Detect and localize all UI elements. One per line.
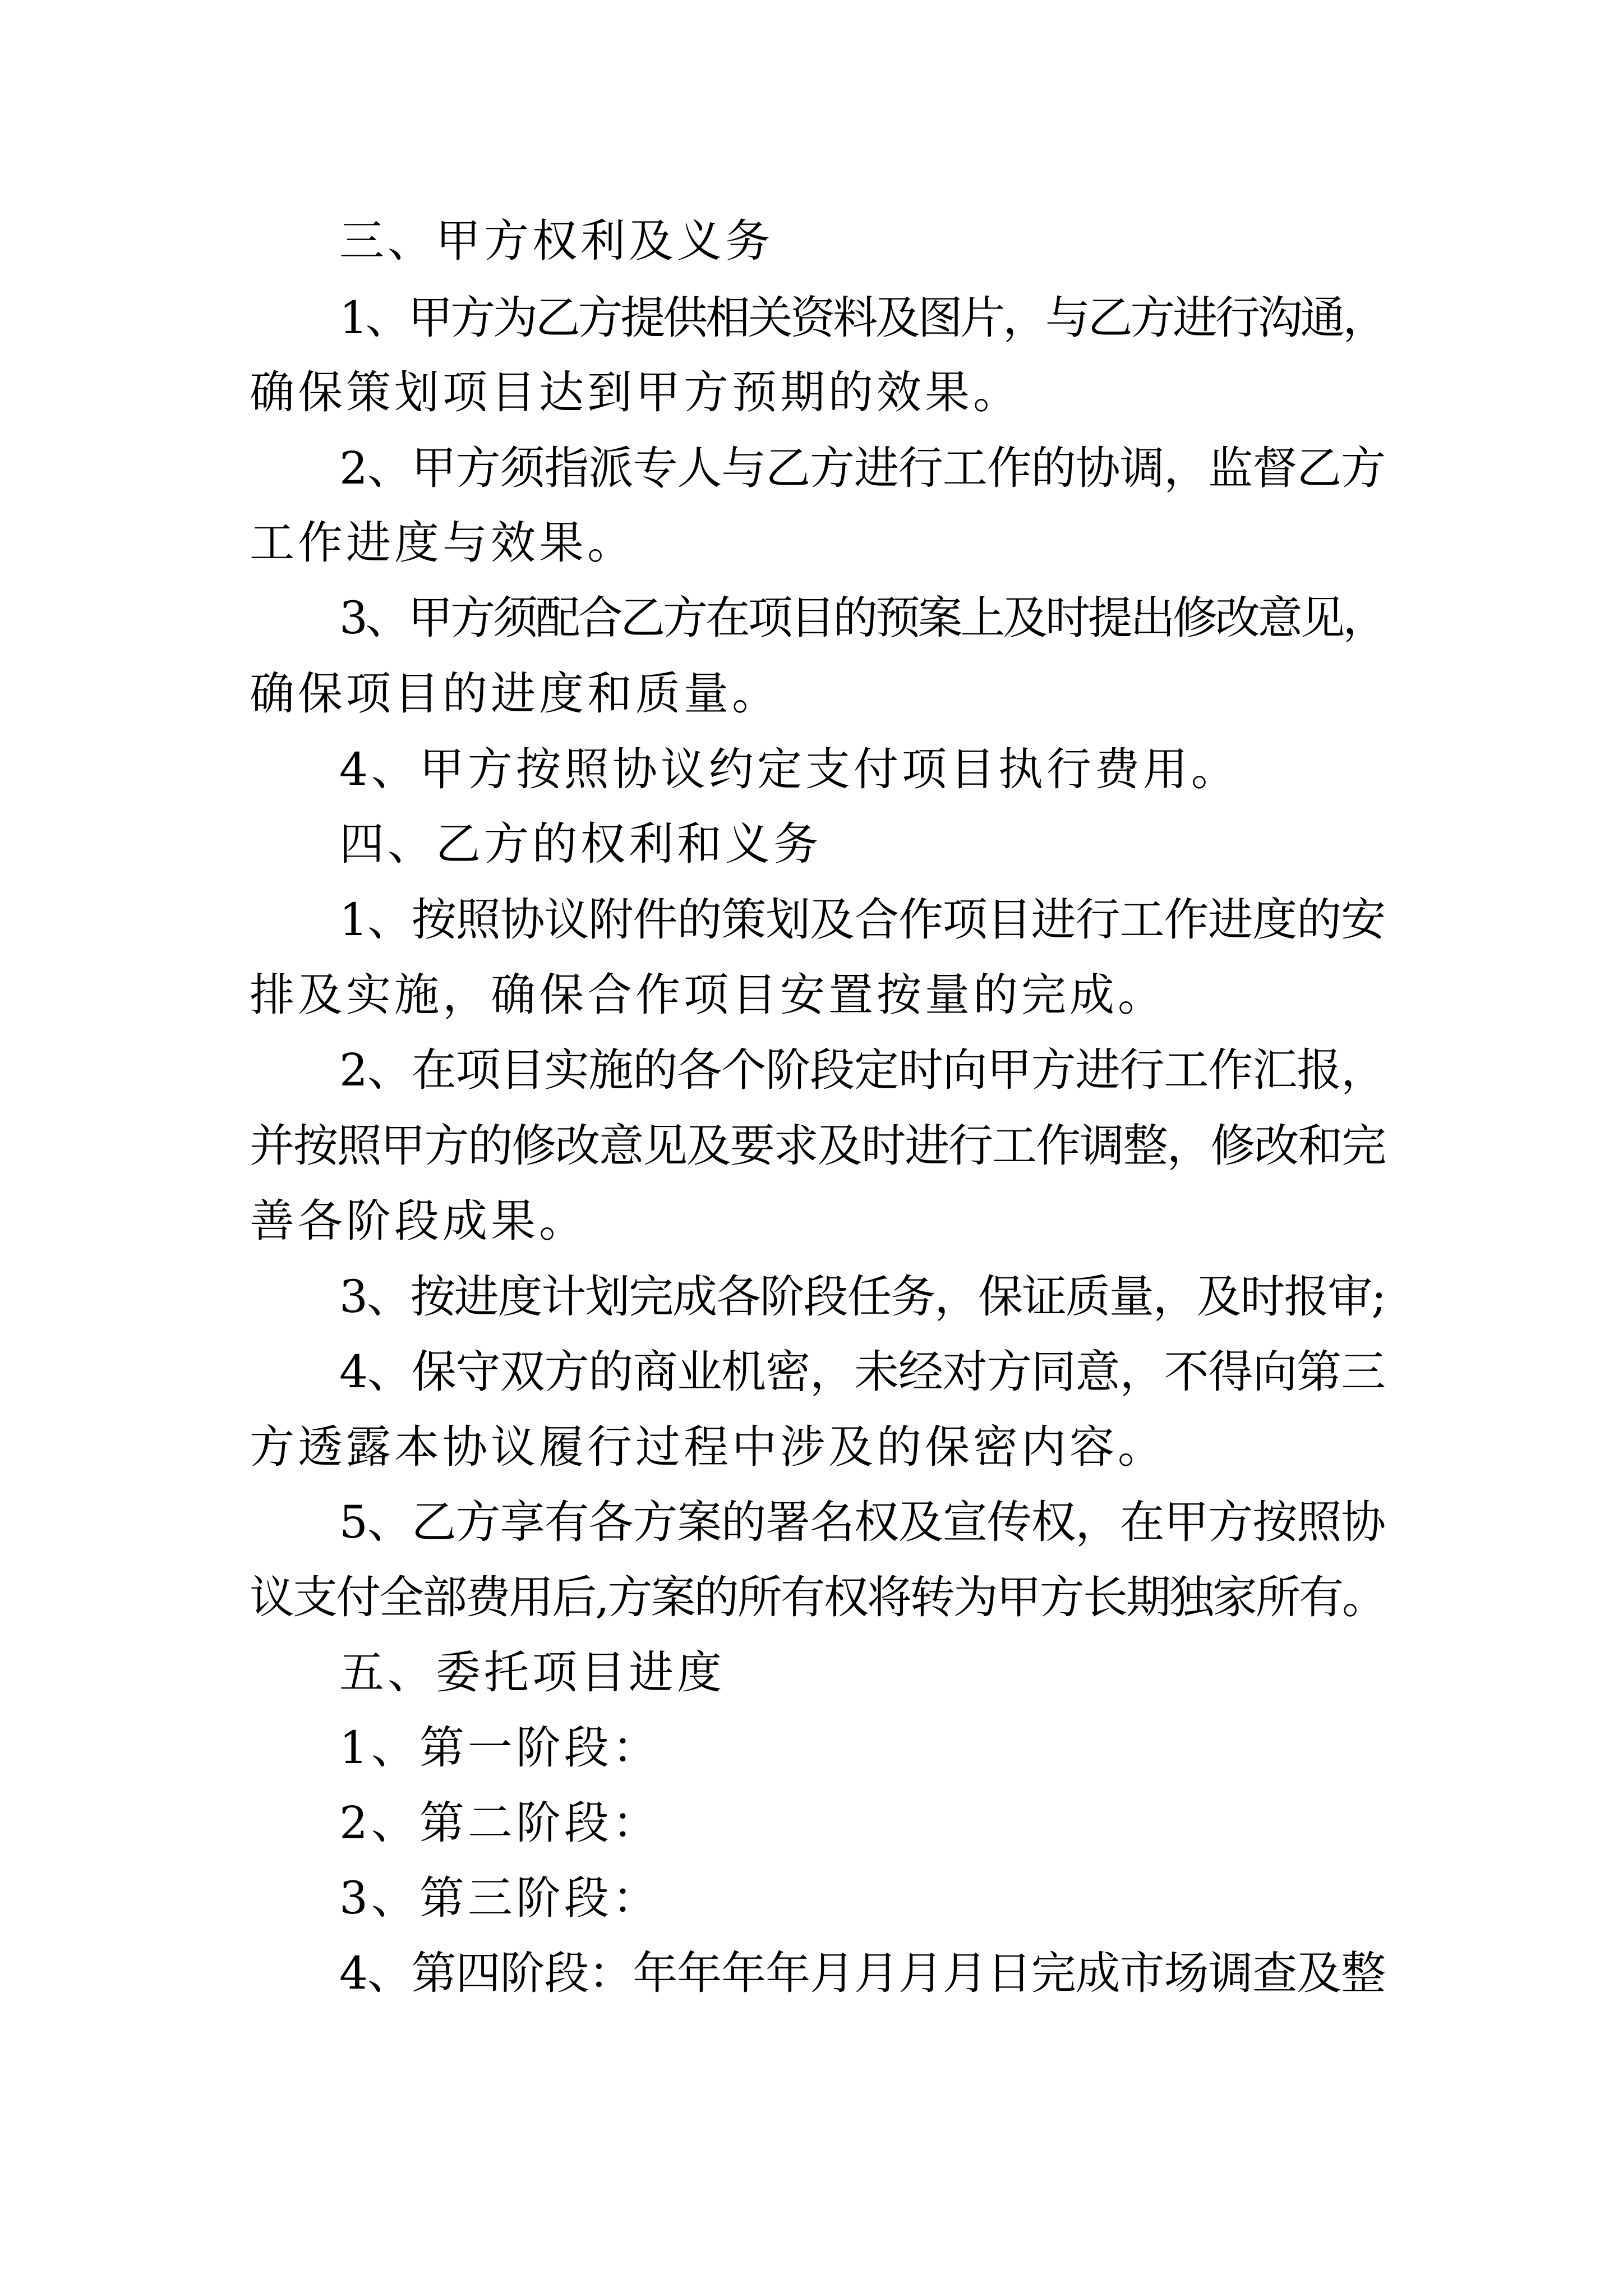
paragraph-3-2-line-1: 2、甲方须指派专人与乙方进行工作的协调，监督乙方 [339,442,1385,494]
paragraph-3-3-line-1: 3、甲方须配合乙方在项目的预案上及时提出修改意见， [339,592,1385,644]
paragraph-3-1-line-1: 1、甲方为乙方提供相关资料及图片，与乙方进行沟通， [339,292,1385,344]
section-heading-5: 五、委托项目进度 [339,1646,725,1699]
paragraph-4-2-line-2: 并按照甲方的修改意见及要求及时进行工作调整，修改和完 [250,1120,1385,1172]
section-heading-4: 四、乙方的权利和义务 [339,818,822,870]
paragraph-4-5-line-1: 5、乙方享有各方案的署名权及宣传权，在甲方按照协 [339,1496,1385,1548]
paragraph-4-4-line-1: 4、保守双方的商业机密，未经对方同意，不得向第三 [339,1346,1385,1398]
paragraph-4-1-line-1: 1、按照协议附件的策划及合作项目进行工作进度的安 [339,894,1385,946]
paragraph-4-2-line-1: 2、在项目实施的各个阶段定时向甲方进行工作汇报， [339,1044,1385,1096]
paragraph-3-2-line-2: 工作进度与效果。 [250,517,635,569]
schedule-stage-3: 3、第三阶段： [339,1872,661,1924]
paragraph-3-3-line-2: 确保项目的进度和质量。 [250,668,780,720]
paragraph-4-3: 3、按进度计划完成各阶段任务，保证质量，及时报审; [339,1271,1385,1323]
paragraph-4-2-line-3: 善各阶段成果。 [250,1195,587,1247]
paragraph-4-5-line-2: 议支付全部费用后,方案的所有权将转为甲方长期独家所有。 [250,1571,1385,1623]
paragraph-3-4: 4、甲方按照协议约定支付项目执行费用。 [339,743,1239,795]
schedule-stage-4: 4、第四阶段：年年年年月月月月日完成市场调查及整 [339,1947,1385,1999]
paragraph-4-1-line-2: 排及实施，确保合作项目安置按量的完成。 [250,969,1166,1021]
paragraph-3-1-line-2: 确保策划项目达到甲方预期的效果。 [250,366,1021,418]
section-heading-3: 三、甲方权利及义务 [339,215,773,267]
schedule-stage-2: 2、第二阶段： [339,1797,661,1849]
paragraph-4-4-line-2: 方透露本协议履行过程中涉及的保密内容。 [250,1421,1166,1473]
schedule-stage-1: 1、第一阶段： [339,1722,661,1774]
